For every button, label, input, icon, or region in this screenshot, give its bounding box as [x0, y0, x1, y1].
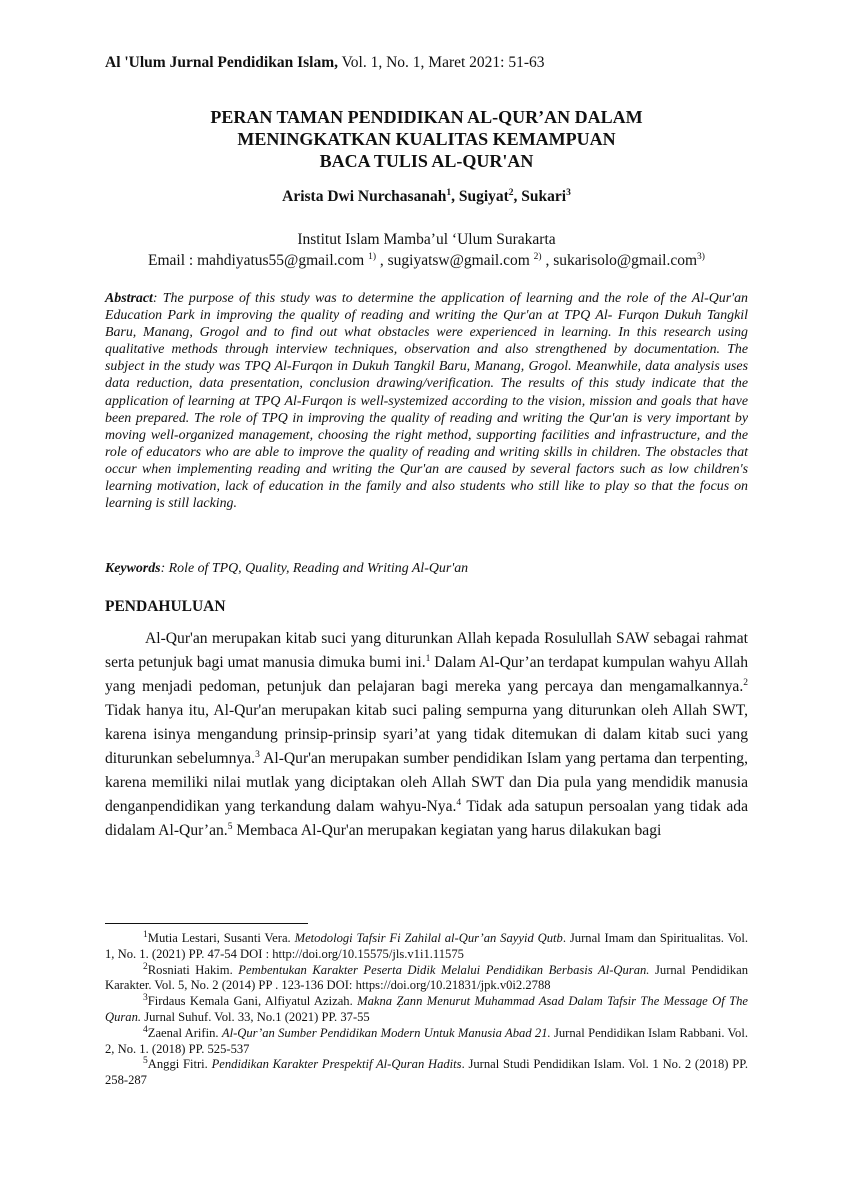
email-mark: 3)	[697, 251, 705, 262]
author-affil-mark: 1	[446, 187, 452, 198]
keywords-text: : Role of TPQ, Quality, Reading and Writing Al-Qur'an	[160, 561, 469, 576]
footnote-author: Rosniati Hakim.	[147, 962, 239, 977]
footnote-ref[interactable]: 4	[456, 797, 462, 808]
footnote-author: Zaenal Arifin.	[147, 1025, 222, 1040]
footnote-ref[interactable]: 5	[227, 821, 233, 832]
footnote-item	[105, 931, 748, 963]
keywords	[105, 561, 748, 577]
footnote-mark: 5	[143, 1056, 148, 1067]
footnote-author: Firdaus Kemala Gani, Alfiyatul Azizah.	[147, 994, 358, 1009]
title-line-2: MENINGKATKAN KUALITAS KEMAMPUAN	[237, 129, 616, 149]
footnote-item	[105, 1026, 748, 1058]
keywords-label: Keywords	[105, 561, 161, 576]
body-sentence: Dalam Al-Qur’an terdapat kumpulan wahyu Allah yang menjadi pedoman, petunjuk dan pelajaran bagi mereka yang percaya dan mengamalkannya.	[105, 654, 748, 695]
footnote-details: . Jurnal Imam dan Spiritualitas. Vol. 1, No. 1. (2021) PP. 47-54 DOI : http://doi.org/10.15575/jls.v1i1.11575	[105, 931, 748, 961]
footnote-details: Jurnal Suhuf. Vol. 33, No.1 (2021) PP. 37-55	[141, 1009, 370, 1024]
journal-name: Al 'Ulum Jurnal Pendidikan Islam,	[105, 54, 338, 71]
footnote-mark: 3	[143, 993, 148, 1003]
footnote-mark: 1	[143, 929, 148, 940]
footnote-author: Anggi Fitri.	[147, 1057, 212, 1072]
author-name: Sugiyat	[458, 188, 509, 205]
paper-title	[105, 106, 748, 172]
institution: Institut Islam Mamba’ul ‘Ulum Surakarta	[297, 231, 556, 248]
footnote-title: Al-Qur’an Sumber Pendidikan Modern Untuk Manusia Abad 21.	[221, 1025, 551, 1040]
email-mark: 1)	[368, 251, 376, 262]
body-sentence: Tidak hanya itu, Al-Qur'an merupakan kitab suci paling sempurna yang diturunkan oleh Allah SWT, karena isinya mengandung prinsip-prinsip syari’at yang tidak ditemukan di dalam kitab suci yang diturunkan sebelumnya.	[105, 702, 748, 767]
abstract-text: : The purpose of this study was to determine the application of learning and the role of the Al-Qur'an Education Park in improving the quality of reading and writing the Qur'an at TPQ Al- Furqon Dukuh Tangkil Baru, Manang, Grogol and to find out what obstacles were experienced in learning. In this research using qualitative methods through interview techniques, observation and also strengthened by documentation. The subject in the study was TPQ Al-Furqon in Dukuh Tangkil Baru, Manang, Grogol. Meanwhile, data analysis uses data reduction, data presentation, conclusion drawing/verification. The results of this study indicate that the application of learning at TPQ Al-Furqon is well-systemized according to the vision, mission and goals that have been prepared. The role of TPQ in improving the quality of reading and writing the Qur'an is very important by moving well-organized management, choosing the right method, supporting facilities and infrastructure, and the role of educators who are able to improve the quality of reading and writing skills in children. The obstacles that occur when implementing reading and writing the Qur'an are caused by several factors such as low children's learning motivation, lack of education in the family and also students who still like to play so that the focus on learning is still lacking.	[105, 291, 748, 512]
footnote-title: Pendidikan Karakter Prespektif Al-Quran Hadits	[211, 1057, 462, 1072]
footnote-title: Metodologi Tafsir Fi Zahilal al-Qur’an Sayyid Qutb	[294, 931, 563, 945]
author-name: Sukari	[521, 188, 567, 205]
footnote-ref[interactable]: 1	[425, 653, 431, 664]
abstract-label: Abstract	[105, 291, 153, 306]
email-address[interactable]: sukarisolo@gmail.com	[553, 252, 698, 269]
footnote-details: . Jurnal Studi Pendidikan Islam. Vol. 1 No. 2 (2018) PP. 258-287	[105, 1057, 748, 1088]
footnote-mark: 2	[143, 961, 148, 972]
email-address[interactable]: mahdiyatus55@gmail.com	[197, 252, 369, 269]
email-address[interactable]: sugiyatsw@gmail.com	[387, 252, 534, 269]
journal-issue: Vol. 1, No. 1, Maret 2021: 51-63	[341, 54, 545, 71]
footnote-ref[interactable]: 3	[255, 749, 260, 760]
footnote-title: Pembentukan Karakter Peserta Didik Melalui Pendidikan Berbasis Al-Quran.	[238, 962, 650, 977]
author-separator: ,	[513, 188, 522, 205]
author-affil-mark: 2	[508, 187, 514, 198]
footnote-ref[interactable]: 2	[743, 677, 748, 688]
author-list	[105, 188, 748, 206]
author-name: Arista Dwi Nurchasanah	[282, 188, 447, 205]
footnote-divider	[105, 923, 308, 924]
running-header	[105, 54, 545, 72]
email-line	[105, 250, 748, 271]
footnote-details: Jurnal Pendidikan Islam Rabbani. Vol. 2, No. 1. (2018) PP. 525-537	[105, 1025, 748, 1056]
body-sentence: Al-Qur'an merupakan kitab suci yang diturunkan Allah kepada Rosulullah SAW sebagai rahmat serta petunjuk bagi umat manusia dimuka bumi ini.	[105, 630, 748, 671]
footnote-item	[105, 963, 748, 995]
title-line-1: PERAN TAMAN PENDIDIKAN AL-QUR’AN DALAM	[210, 107, 643, 127]
body-sentence: Membaca Al-Qur'an merupakan kegiatan yang harus dilakukan bagi	[232, 822, 662, 839]
footnotes	[105, 931, 748, 1089]
email-mark: 2)	[533, 251, 542, 262]
author-affil-mark: 3	[566, 187, 571, 198]
email-separator: ,	[541, 252, 554, 269]
footnote-item	[105, 1057, 748, 1089]
footnote-title: Makna Ẓann Menurut Muhammad Asad Dalam Tafsir The Message Of The Quran.	[105, 994, 748, 1024]
body-paragraph	[105, 627, 748, 843]
body-sentence: Al-Qur'an merupakan sumber pendidikan Islam yang pertama dan terpenting, karena memiliki nilai mutlak yang diciptakan oleh Allah SWT dan Dia pula yang mendidik manusia denganpendidikan yang terkandung dalam wahyu-Nya.	[105, 750, 748, 815]
email-label: Email :	[148, 252, 198, 269]
author-separator: ,	[451, 188, 459, 205]
footnote-mark: 4	[143, 1024, 148, 1035]
footnote-details: Jurnal Pendidikan Karakter. Vol. 5, No. 2 (2014) PP . 123-136 DOI: https://doi.org/10.21831/jpk.v0i2.2788	[105, 962, 748, 993]
body-sentence: Tidak ada satupun persoalan yang tidak ada didalam Al-Qur’an.	[105, 798, 748, 839]
abstract	[105, 290, 748, 512]
email-separator: ,	[376, 252, 388, 269]
title-line-3: BACA TULIS AL-QUR'AN	[319, 151, 534, 171]
affiliation-block	[105, 229, 748, 271]
footnote-item	[105, 994, 748, 1026]
footnote-author: Mutia Lestari, Susanti Vera.	[147, 931, 295, 945]
section-heading: PENDAHULUAN	[105, 598, 226, 615]
